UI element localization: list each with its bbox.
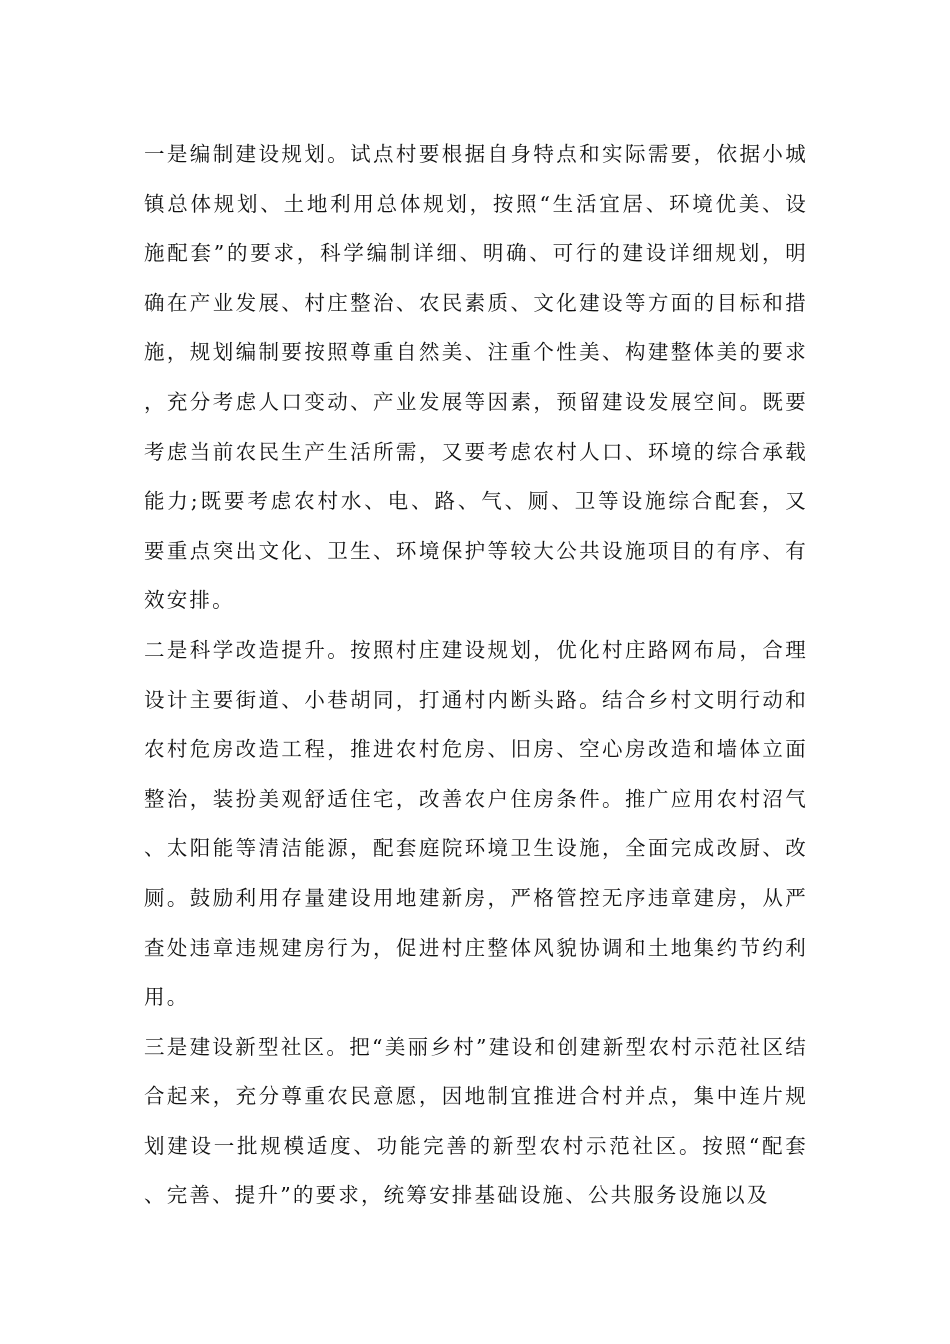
paragraph-community: 三是建设新型社区。把“美丽乡村”建设和创建新型农村示范社区结合起来，充分尊重农民意愿，因地制宜推进合村并点，集中连片规划建设一批规模适度、功能完善的新型农村示范社区。按照“配套、完善、提升”的要求，统筹安排基础设施、公共服务设施以及: [144, 1034, 808, 1208]
paragraph-planning: 一是编制建设规划。试点村要根据自身特点和实际需要，依据小城镇总体规划、土地利用总体规划，按照“生活宜居、环境优美、设施配套”的要求，科学编制详细、明确、可行的建设详细规划，明确在产业发展、村庄整治、农民素质、文化建设等方面的目标和措施，规划编制要按照尊重自然美、注重个性美、构建整体美的要求，充分考虑人口变动、产业发展等因素，预留建设发展空间。既要考虑当前农民生产生活所需，又要考虑农村人口、环境的综合承载能力;既要考虑农村水、电、路、气、厕、卫等设施综合配套，又要重点突出文化、卫生、环境保护等较大公共设施项目的有序、有效安排。: [144, 142, 808, 613]
paragraph-renovation: 二是科学改造提升。按照村庄建设规划，优化村庄路网布局，合理设计主要街道、小巷胡同，打通村内断头路。结合乡村文明行动和农村危房改造工程，推进农村危房、旧房、空心房改造和墙体立面整治，装扮美观舒适住宅，改善农户住房条件。推广应用农村沼气、太阳能等清洁能源，配套庭院环境卫生设施，全面完成改厨、改厕。鼓励利用存量建设用地建新房，严格管控无序违章建房，从严查处违章违规建房行为，促进村庄整体风貌协调和土地集约节约利用。: [144, 637, 808, 1010]
document-body: [144, 130, 808, 1221]
